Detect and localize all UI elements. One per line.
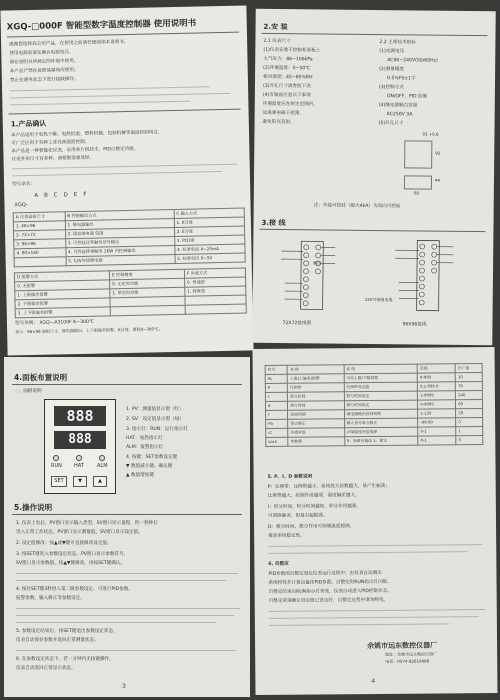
table-cell: 0：参数可修改 1：锁定 <box>344 436 418 446</box>
table-cell: 冷端温度补偿选择 <box>344 427 418 437</box>
spec-left: 避免阳光直射。 <box>262 119 295 126</box>
operation-line: 4. 按住SET键3秒进入第二级参数设定，可进行PID参数、 <box>16 587 133 592</box>
pid-heading: 5. P、I、D 参数说明 <box>267 474 313 480</box>
set-button[interactable]: SET <box>51 476 67 487</box>
text-line <box>16 608 240 609</box>
operation-line: 5. 参数设定结束后，按SET键退出参数设定状态， <box>16 629 118 634</box>
panel-legend-line: 3. 指示灯：RUN：运行指示灯 <box>126 427 188 432</box>
spec-left: (3)开孔尺寸请参照下表 <box>262 83 311 90</box>
table-cell: 可设上限/下限报警 <box>344 373 418 383</box>
table-cell: t <box>266 410 288 419</box>
confirm-line: 本产品适用于电热干燥、电热恒温、塑料机械、包装机械等温度控制场合， <box>10 130 163 139</box>
section-heading: 4.面板布置说明 <box>14 373 68 382</box>
pid-line: I：积分时间，积分时间越短，积分作用越强， <box>267 504 362 510</box>
table-cell: 零点修正 <box>288 419 344 428</box>
operation-line: SV窗口显示参数值，按▲▼键修改，再按SET键确认。 <box>16 561 126 566</box>
spec-left: 大气压力：86~106kPa <box>263 56 313 63</box>
table-cell: 0-1 <box>418 436 456 445</box>
table-cell: 2. E分度 <box>174 226 245 236</box>
spec-right: 0.5%FS±1字 <box>387 76 416 82</box>
intro-line: 感谢您选择我公司产品，在使用之前请仔细阅读本说明书。 <box>9 39 129 48</box>
table-header: E 控制精度 <box>109 269 184 280</box>
table-cell: ct <box>266 428 288 437</box>
alm-led-icon <box>99 455 105 461</box>
spec-heading: 2.1 仪表尺寸 <box>263 38 291 45</box>
table-cell: 5. 标准电压 0~5V <box>175 253 246 263</box>
hat-led-icon <box>76 455 82 461</box>
table-cell: d <box>265 401 287 410</box>
table-cell: 比例带设定值 <box>344 382 418 392</box>
intro-line: 使用电源前请先确认电源电压。 <box>9 50 74 57</box>
operation-line: 6. 在参数设定状态下，若一分钟内无按键操作， <box>16 657 114 662</box>
table-cell: 0. 无报警 <box>15 280 110 291</box>
table-header: B 控制输出方式 <box>65 210 174 221</box>
table-cell: 参数锁 <box>288 437 344 446</box>
panel-legend-line: 4. 按键：SET参数设定键 <box>126 455 178 460</box>
wiring-caption: 96X96接线 <box>402 322 427 328</box>
divider <box>12 384 242 385</box>
manual-page-4 <box>252 347 497 695</box>
page-number: 3 <box>122 683 126 690</box>
table-header: F 外观方式 <box>184 268 245 278</box>
text-line <box>16 573 238 574</box>
cutout-label: 92 +0.8 <box>422 131 439 137</box>
company-phone: 电话：0574-62619986 <box>385 658 430 664</box>
table-cell: 继电器输出控制周期 <box>344 409 418 419</box>
wiring-caption: 72X72接线图 <box>282 321 312 327</box>
table-cell: 1. 继电器输出 <box>65 219 174 230</box>
table-cell: 0.1-999.9 <box>418 382 456 391</box>
table-cell: 20 <box>456 409 483 418</box>
cutout-diagram <box>404 140 432 168</box>
autotune-line: PID参数的自整定是在仪表运行过程中，由仪表自动测出 <box>268 570 382 577</box>
confirm-line: 仪表外形尺寸有多种，请根据需要选择。 <box>11 155 95 163</box>
model-example: 型号举例： XGQ—A3100F K~300℃ <box>14 319 95 327</box>
spec-left: 环境温度应在规定范围内， <box>262 101 318 108</box>
table-cell: 1-9999 <box>418 391 456 400</box>
panel-legend-line: 2. SV：设定值显示窗（绿） <box>126 417 184 422</box>
table-cell: 1. K分度 <box>174 217 245 227</box>
spec-left: (1)仪表安装于控制柜面板上 <box>263 47 321 54</box>
company-name: 余姚市远东数控仪器厂 <box>367 641 438 651</box>
panel-legend-line: ▲ 数值增加键 <box>126 473 154 478</box>
table-cell: 1 <box>456 427 483 436</box>
table-cell: 2. 固态继电器 SSR <box>65 228 174 239</box>
cutout-label: 44 <box>434 177 441 183</box>
table-cell: 1. 带定时功能 <box>110 287 185 298</box>
table-cell: 1. 上限偏差报警 <box>15 289 110 300</box>
spec-heading: 2.2 主要技术指标 <box>379 40 416 46</box>
wiring-diagram-72 <box>271 237 367 318</box>
pid-line: D：微分时间，微分作用可抑制温度超调， <box>268 524 355 530</box>
table-row <box>266 436 483 447</box>
confirm-line: 可广泛应用于各种工业设备温度控制。 <box>11 139 90 147</box>
divider <box>7 32 239 38</box>
table-cell: 30 <box>456 382 483 391</box>
text-line <box>268 551 468 554</box>
pid-line: 可消除静差，但易引起振荡。 <box>267 513 328 519</box>
text-line <box>16 650 236 651</box>
autotune-line: 系统特性并计算出最佳PID参数。自整定时RUN指示灯闪烁， <box>268 579 392 586</box>
run-indicator-label: RUN <box>51 463 62 469</box>
text-line <box>268 544 482 547</box>
intro-line: 请在说明书所规定的环境中使用。 <box>9 58 79 66</box>
wiring-label: 输出 <box>313 260 322 266</box>
operation-line: 1. 仪表上电后，PV窗口显示输入类型，SV窗口显示量程，约一秒钟后 <box>16 521 158 526</box>
text-line <box>16 615 234 616</box>
section-heading: 5.操作说明 <box>14 503 53 512</box>
wiring-label: 12V外接继电器 <box>364 296 393 303</box>
panel-legend-line: HAT：加热指示灯 <box>126 436 163 441</box>
table-cell: 0 <box>456 436 483 445</box>
table-cell <box>14 257 66 267</box>
hat-indicator-label: HAT <box>74 463 84 469</box>
table-cell: 3. 可控硅过零触发信号输出 <box>65 237 174 248</box>
table-header: D 报警方式 <box>14 271 109 282</box>
table-cell: 1. 特殊型 <box>185 286 246 296</box>
table-cell: 2. 下限偏差报警 <box>15 298 110 309</box>
text-line <box>269 623 449 626</box>
company-address: 地址：余姚市远东数控仪器厂 <box>385 651 438 657</box>
model-label: 型号命名： <box>12 181 36 188</box>
run-led-icon <box>53 455 59 461</box>
page-number: 4 <box>371 678 376 686</box>
table-cell: 60 <box>456 400 483 409</box>
operation-line: 仪表自动保存参数并返回正常测量状态。 <box>16 638 99 643</box>
section-heading: 1.产品确认 <box>10 119 47 129</box>
table-cell: 0-999 <box>418 373 456 382</box>
sv-display: 888 <box>54 431 106 449</box>
section-heading: 3.接 线 <box>261 218 286 228</box>
panel-subheading: 一、面板说明 <box>14 389 42 394</box>
section-heading: 2.安 装 <box>263 22 288 32</box>
text-line <box>12 171 222 176</box>
cutout-label: 92 <box>435 150 441 156</box>
alm-indicator-label: ALM <box>97 463 108 469</box>
divider <box>259 229 485 232</box>
cutout-label: 68 <box>413 190 419 196</box>
alarm-options-table <box>14 268 247 319</box>
operation-line: 2. 设定值修改：按▲或▼键可直接修改设定值。 <box>16 541 112 546</box>
table-cell: 冷端补偿 <box>288 428 344 437</box>
install-note: 注：外接可控硅（最大4kA）为双向可控硅 <box>313 203 401 210</box>
model-example-note: 表示：96×96 面板尺寸，继电器输出，上下限偏差报警，K分度，量程0~300℃。 <box>15 326 163 335</box>
table-cell: 0 <box>456 418 483 427</box>
pid-line: 比例带越大，控制作用越弱，温度偏差越大。 <box>267 493 360 499</box>
table-cell: 3. Pt100 <box>174 235 245 245</box>
confirm-line: 本产品是一种智能化仪表，采用单片机技术，PID自整定功能。 <box>11 146 139 155</box>
table-cell: 比例带 <box>288 383 344 392</box>
model-letters: ABCDEF <box>34 191 93 199</box>
spec-right: ON/OFF、PID 控制 <box>386 94 428 100</box>
manual-title: XGQ-□000F 智能型数字温度控制器 使用说明书 <box>6 18 197 33</box>
table-cell: P <box>265 383 287 392</box>
table-cell: 240 <box>456 391 483 400</box>
table-cell: 3. 上下限偏差报警 <box>15 307 110 318</box>
text-line <box>16 622 216 623</box>
table-header: 名 称 <box>287 365 343 374</box>
spec-left: 相对湿度：45~85%RH <box>263 74 313 81</box>
table-cell: 10 <box>455 373 482 382</box>
pid-line: 提高系统稳定性。 <box>268 533 305 539</box>
table-cell <box>185 304 246 314</box>
panel-legend-line: ▼ 数值减小键、确认键 <box>126 464 173 469</box>
table-cell: 0. 普通型 <box>184 277 245 287</box>
divider <box>261 33 487 36</box>
intro-line: 禁止在通电状态下进行接线操作。 <box>9 76 79 84</box>
panel-legend-line: 1. PV：测量值显示窗（红） <box>126 407 184 412</box>
table-header: 说 明 <box>344 364 418 374</box>
manual-page-1 <box>0 5 253 355</box>
spec-left: (2)环境温度：0~50℃ <box>263 65 311 72</box>
spec-right: AC90~240V(50/60Hz) <box>387 58 438 64</box>
table-cell: 0-1 <box>418 427 456 436</box>
table-header: A 仪表面板尺寸 <box>13 212 65 222</box>
table-cell: 控制周期 <box>288 410 344 419</box>
table-cell: I <box>265 392 287 401</box>
up-button[interactable]: ▲ <box>93 476 107 487</box>
table-cell: 5. 12V外接继电器 <box>66 255 175 266</box>
text-line <box>10 101 190 106</box>
spec-right: (1)电源电压 <box>379 49 405 55</box>
table-header: 出厂值 <box>455 364 482 373</box>
text-line <box>269 609 485 612</box>
spec-right: (3)控制方式 <box>378 85 404 91</box>
text-line <box>269 616 479 619</box>
table-cell: 4. 可控硅移相触发 2KW 内控制输出 <box>65 246 174 257</box>
spec-left: 远离强电磁干扰源， <box>262 110 305 117</box>
spec-right: (5)开孔尺寸 <box>378 121 404 127</box>
spec-right: (2)测量精度 <box>379 67 405 73</box>
table-header: C 输入方式 <box>174 208 245 218</box>
down-button[interactable]: ▼ <box>73 476 87 487</box>
table-cell: Lock <box>266 437 288 446</box>
intro-line: 本产品严禁在易燃易爆场所使用。 <box>9 67 79 75</box>
autotune-line: 自整定结束后RUN指示灯常亮，仪表自动进入PID控制状态。 <box>268 588 392 595</box>
text-line <box>10 86 210 91</box>
autotune-line: 自整定前请确认设定值已设定好，自整定过程中请勿断电。 <box>268 597 389 604</box>
cutout-diagram <box>404 175 432 189</box>
operation-line: 仪表自动返回正常显示状态。 <box>16 666 76 671</box>
table-cell: AL <box>265 374 287 383</box>
wiring-diagram-96 <box>383 236 479 319</box>
text-line <box>16 580 226 581</box>
spec-left: (4)安装前注意以下事项 <box>262 92 311 99</box>
table-cell: 积分时间 <box>288 392 344 401</box>
table-cell <box>110 305 185 316</box>
table-cell: 2. 72×72 <box>14 230 66 240</box>
divider <box>9 109 241 115</box>
parameter-table <box>265 363 484 447</box>
autotune-heading: 6. 自整定 <box>268 561 289 567</box>
table-cell: 3. 96×96 <box>14 239 66 249</box>
table-header: 符号 <box>265 365 287 374</box>
table-header: 范围 <box>417 364 455 373</box>
table-cell: 4. 80×160 <box>14 248 66 258</box>
table-cell: 0. 无定时功能 <box>110 278 185 289</box>
table-cell: Pb <box>266 419 288 428</box>
table-cell: 4. 标准电流 4~20mA <box>174 244 245 254</box>
manual-page-2 <box>252 9 495 345</box>
spec-right: (4)继电器触点容量 <box>378 103 418 109</box>
table-cell: 1-120 <box>418 409 456 418</box>
model-options-table <box>13 208 246 268</box>
divider <box>12 514 242 515</box>
table-cell: 0-9999 <box>418 400 456 409</box>
panel-legend-line: ALM：报警指示灯 <box>126 445 164 450</box>
pid-line: P：比例带，比例带越小，系统放大倍数越大，易产生振荡； <box>267 483 390 490</box>
table-cell: 积分时间设定 <box>344 391 418 401</box>
table-cell: 微分时间设定 <box>344 400 418 410</box>
table-cell: 微分时间 <box>288 401 344 410</box>
table-cell: -99-99 <box>418 418 456 427</box>
controller-front-panel <box>44 399 116 494</box>
pv-display: 888 <box>54 406 106 426</box>
text-line <box>12 164 238 170</box>
text-line <box>10 93 230 99</box>
table-cell: 1. 48×96 <box>13 221 65 231</box>
operation-line: 进入正常工作状态，PV窗口显示测量值，SV窗口显示设定值。 <box>16 530 143 535</box>
table-cell: 上限(上偏差)报警 <box>287 374 343 383</box>
model-prefix: XGQ- <box>14 202 28 209</box>
operation-line: 3. 按SET键进入参数设定状态，PV窗口显示参数符号， <box>16 552 129 557</box>
table-cell: 输入信号零点修正 <box>344 418 418 428</box>
operation-line: 报警参数、输入修正等参数设定。 <box>16 596 85 601</box>
manual-page-3 <box>4 357 250 697</box>
spec-right: AC250V 3A <box>386 112 413 118</box>
